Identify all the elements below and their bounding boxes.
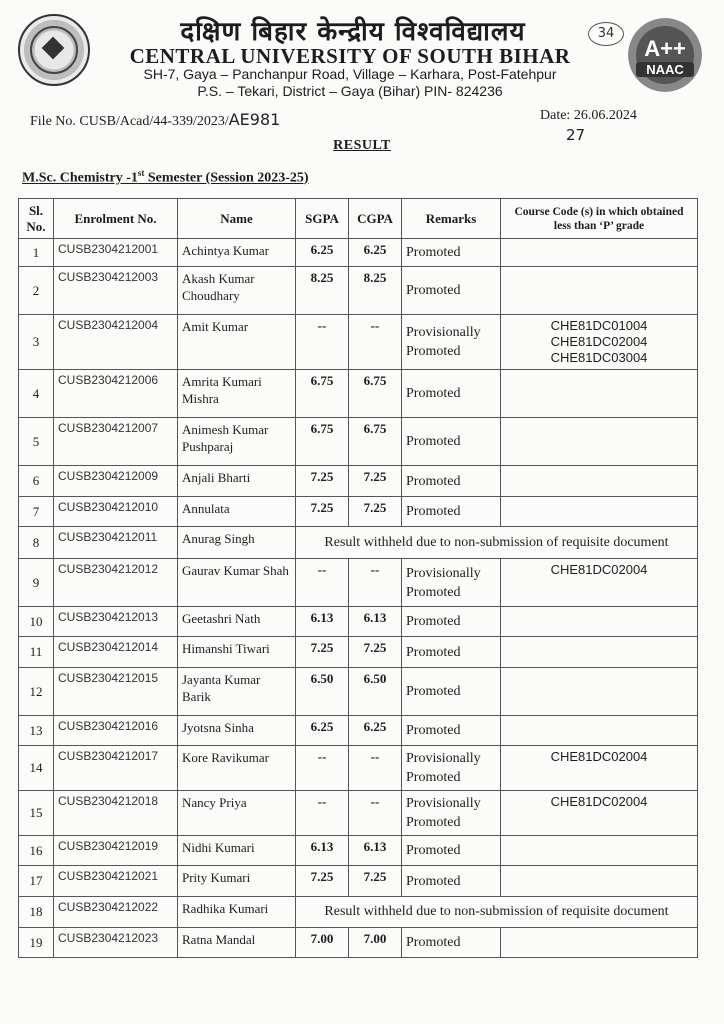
sgpa-value: 7.25	[296, 466, 349, 497]
table-row	[19, 466, 698, 497]
course-codes	[501, 497, 698, 527]
table-row	[19, 418, 698, 466]
course-codes: CHE81DC02004	[501, 791, 698, 836]
enrolment-number: CUSB2304212001	[54, 239, 178, 267]
enrolment-number: CUSB2304212014	[54, 637, 178, 668]
course-codes: CHE81DC02004	[501, 746, 698, 791]
sgpa-value: 6.50	[296, 668, 349, 716]
course-codes	[501, 267, 698, 315]
serial-number: 9	[19, 559, 54, 607]
cgpa-value: 8.25	[349, 267, 402, 315]
enrolment-number: CUSB2304212017	[54, 746, 178, 791]
remarks-value: Promoted	[402, 836, 501, 866]
sgpa-value: --	[296, 559, 349, 607]
serial-number: 10	[19, 607, 54, 637]
enrolment-number: CUSB2304212021	[54, 866, 178, 897]
serial-number: 19	[19, 928, 54, 958]
student-name: Akash Kumar Choudhary	[178, 267, 296, 315]
course-codes	[501, 466, 698, 497]
remarks-value: Promoted	[402, 607, 501, 637]
cgpa-value: 7.25	[349, 497, 402, 527]
table-row	[19, 897, 698, 928]
cgpa-value: 6.75	[349, 370, 402, 418]
enrolment-number: CUSB2304212006	[54, 370, 178, 418]
serial-number: 12	[19, 668, 54, 716]
programme-subtitle: M.Sc. Chemistry -1st Semester (Session 2023-25)	[22, 168, 309, 186]
table-row	[19, 267, 698, 315]
serial-number: 2	[19, 267, 54, 315]
enrolment-number: CUSB2304212016	[54, 716, 178, 746]
sgpa-value: --	[296, 791, 349, 836]
table-row	[19, 637, 698, 668]
table-row	[19, 928, 698, 958]
table-row	[19, 527, 698, 559]
table-row	[19, 239, 698, 267]
course-codes	[501, 836, 698, 866]
document-date: Date: 26.06.2024	[540, 108, 637, 123]
serial-number: 16	[19, 836, 54, 866]
sgpa-value: 6.25	[296, 716, 349, 746]
remarks-value: Promoted	[402, 637, 501, 668]
enrolment-number: CUSB2304212013	[54, 607, 178, 637]
table-row	[19, 836, 698, 866]
sgpa-value: 8.25	[296, 267, 349, 315]
sgpa-value: 7.25	[296, 866, 349, 897]
naac-label: NAAC	[636, 62, 694, 77]
course-codes	[501, 928, 698, 958]
handwritten-page-mark: 34	[588, 22, 624, 46]
handwritten-date-mark: 27	[566, 126, 586, 144]
student-name: Anjali Bharti	[178, 466, 296, 497]
sgpa-value: 7.25	[296, 497, 349, 527]
student-name: Nidhi Kumari	[178, 836, 296, 866]
student-name: Gaurav Kumar Shah	[178, 559, 296, 607]
sgpa-value: 6.75	[296, 418, 349, 466]
serial-number: 4	[19, 370, 54, 418]
column-header-name: Name	[178, 199, 296, 239]
serial-number: 8	[19, 527, 54, 559]
table-row	[19, 370, 698, 418]
cgpa-value: 7.00	[349, 928, 402, 958]
remarks-value: Promoted	[402, 928, 501, 958]
enrolment-number: CUSB2304212023	[54, 928, 178, 958]
serial-number: 1	[19, 239, 54, 267]
result-table	[18, 198, 698, 958]
university-logo-icon	[18, 14, 90, 86]
column-header-course-code: Course Code (s) in which obtained less than ‘P’ grade	[501, 199, 698, 239]
student-name: Geetashri Nath	[178, 607, 296, 637]
cgpa-value: 6.13	[349, 836, 402, 866]
university-name-hindi: दक्षिण बिहार केन्द्रीय विश्वविद्यालय	[180, 17, 526, 47]
enrolment-number: CUSB2304212018	[54, 791, 178, 836]
remarks-value: Promoted	[402, 370, 501, 418]
serial-number: 6	[19, 466, 54, 497]
cgpa-value: 6.13	[349, 607, 402, 637]
course-codes	[501, 239, 698, 267]
cgpa-value: 7.25	[349, 637, 402, 668]
student-name: Kore Ravikumar	[178, 746, 296, 791]
serial-number: 15	[19, 791, 54, 836]
remarks-value: Provisionally Promoted	[402, 746, 501, 791]
table-row	[19, 746, 698, 791]
remarks-value: Provisionally Promoted	[402, 559, 501, 607]
serial-number: 17	[19, 866, 54, 897]
table-header-row	[19, 199, 698, 239]
enrolment-number: CUSB2304212015	[54, 668, 178, 716]
sgpa-value: 6.25	[296, 239, 349, 267]
course-codes	[501, 637, 698, 668]
course-codes	[501, 716, 698, 746]
column-header-remarks: Remarks	[402, 199, 501, 239]
remarks-value: Promoted	[402, 239, 501, 267]
course-codes	[501, 607, 698, 637]
column-header-cgpa: CGPA	[349, 199, 402, 239]
naac-grade: A++	[644, 36, 686, 61]
remarks-value: Provisionally Promoted	[402, 315, 501, 370]
enrolment-number: CUSB2304212011	[54, 527, 178, 559]
table-row	[19, 791, 698, 836]
serial-number: 18	[19, 897, 54, 928]
cgpa-value: 6.75	[349, 418, 402, 466]
address-line-1: SH-7, Gaya – Panchanpur Road, Village – Karhara, Post-Fatehpur	[143, 66, 557, 82]
sgpa-value: 6.13	[296, 607, 349, 637]
table-row	[19, 497, 698, 527]
serial-number: 3	[19, 315, 54, 370]
student-name: Amrita Kumari Mishra	[178, 370, 296, 418]
course-codes: CHE81DC02004	[501, 559, 698, 607]
table-row	[19, 668, 698, 716]
student-name: Animesh Kumar Pushparaj	[178, 418, 296, 466]
sgpa-value: 6.13	[296, 836, 349, 866]
course-codes: CHE81DC01004 CHE81DC02004 CHE81DC03004	[501, 315, 698, 370]
table-row	[19, 315, 698, 370]
cgpa-value: --	[349, 315, 402, 370]
cgpa-value: 6.50	[349, 668, 402, 716]
student-name: Nancy Priya	[178, 791, 296, 836]
remarks-value: Promoted	[402, 466, 501, 497]
enrolment-number: CUSB2304212007	[54, 418, 178, 466]
serial-number: 13	[19, 716, 54, 746]
cgpa-value: --	[349, 559, 402, 607]
sgpa-value: 7.25	[296, 637, 349, 668]
student-name: Annulata	[178, 497, 296, 527]
student-name: Achintya Kumar	[178, 239, 296, 267]
enrolment-number: CUSB2304212004	[54, 315, 178, 370]
sgpa-value: --	[296, 746, 349, 791]
sgpa-value: --	[296, 315, 349, 370]
university-name-english: CENTRAL UNIVERSITY OF SOUTH BIHAR	[129, 44, 571, 68]
course-codes	[501, 418, 698, 466]
student-name: Amit Kumar	[178, 315, 296, 370]
serial-number: 7	[19, 497, 54, 527]
page-title: RESULT	[333, 138, 391, 153]
enrolment-number: CUSB2304212009	[54, 466, 178, 497]
enrolment-number: CUSB2304212019	[54, 836, 178, 866]
student-name: Jayanta Kumar Barik	[178, 668, 296, 716]
cgpa-value: --	[349, 791, 402, 836]
enrolment-number: CUSB2304212010	[54, 497, 178, 527]
serial-number: 14	[19, 746, 54, 791]
cgpa-value: 7.25	[349, 466, 402, 497]
column-header-enrolment: Enrolment No.	[54, 199, 178, 239]
cgpa-value: --	[349, 746, 402, 791]
remarks-value: Promoted	[402, 497, 501, 527]
table-row	[19, 607, 698, 637]
enrolment-number: CUSB2304212022	[54, 897, 178, 928]
withheld-note: Result withheld due to non-submission of requisite document	[296, 897, 698, 928]
student-name: Radhika Kumari	[178, 897, 296, 928]
file-number: File No. CUSB/Acad/44-339/2023/AE981	[30, 110, 281, 129]
table-row	[19, 716, 698, 746]
column-header-sgpa: SGPA	[296, 199, 349, 239]
remarks-value: Provisionally Promoted	[402, 791, 501, 836]
table-row	[19, 559, 698, 607]
remarks-value: Promoted	[402, 866, 501, 897]
student-name: Jyotsna Sinha	[178, 716, 296, 746]
column-header-sl: Sl. No.	[19, 199, 54, 239]
remarks-value: Promoted	[402, 668, 501, 716]
course-codes	[501, 370, 698, 418]
course-codes	[501, 668, 698, 716]
serial-number: 11	[19, 637, 54, 668]
student-name: Ratna Mandal	[178, 928, 296, 958]
course-codes	[501, 866, 698, 897]
file-number-handwritten: AE981	[228, 110, 281, 129]
cgpa-value: 6.25	[349, 716, 402, 746]
remarks-value: Promoted	[402, 418, 501, 466]
enrolment-number: CUSB2304212012	[54, 559, 178, 607]
student-name: Prity Kumari	[178, 866, 296, 897]
withheld-note: Result withheld due to non-submission of requisite document	[296, 527, 698, 559]
sgpa-value: 7.00	[296, 928, 349, 958]
student-name: Himanshi Tiwari	[178, 637, 296, 668]
sgpa-value: 6.75	[296, 370, 349, 418]
serial-number: 5	[19, 418, 54, 466]
table-row	[19, 866, 698, 897]
student-name: Anurag Singh	[178, 527, 296, 559]
naac-seal-icon	[628, 18, 702, 92]
cgpa-value: 7.25	[349, 866, 402, 897]
address-line-2: P.S. – Tekari, District – Gaya (Bihar) PIN- 824236	[197, 83, 503, 99]
cgpa-value: 6.25	[349, 239, 402, 267]
remarks-value: Promoted	[402, 716, 501, 746]
enrolment-number: CUSB2304212003	[54, 267, 178, 315]
result-table-body	[19, 239, 698, 958]
remarks-value: Promoted	[402, 267, 501, 315]
